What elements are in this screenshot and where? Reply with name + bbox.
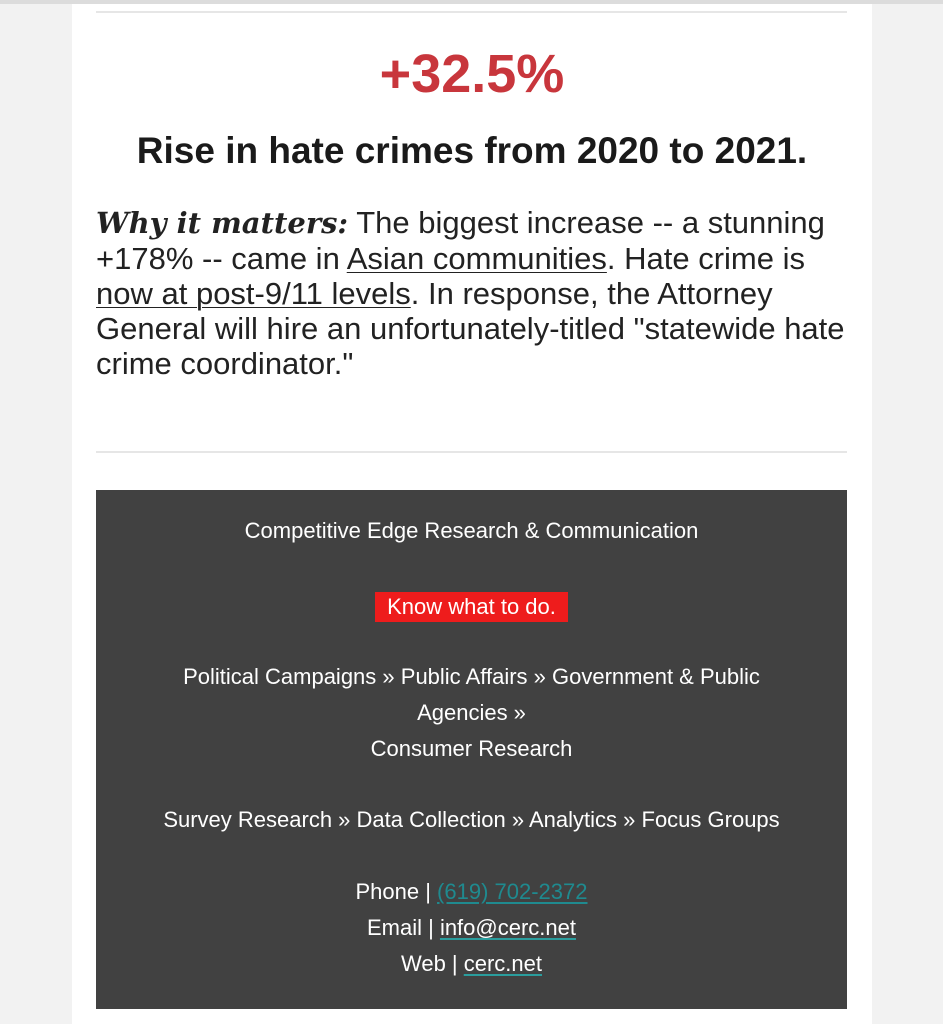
tagline-badge: Know what to do. bbox=[375, 592, 568, 622]
web-label: Web | bbox=[400, 951, 464, 976]
lead-label: Why it matters: bbox=[96, 206, 349, 240]
service-public-affairs: Public Affairs » bbox=[400, 664, 546, 689]
email-label: Email | bbox=[366, 915, 440, 940]
article-text: The biggest increase -- a stunning +178% -- came in bbox=[96, 205, 825, 276]
section-divider bbox=[96, 451, 847, 453]
company-name: Competitive Edge Research & Communication bbox=[244, 518, 699, 543]
phone-link[interactable]: (619) 702-2372 bbox=[437, 879, 588, 904]
service-consumer-research: Consumer Research bbox=[370, 736, 573, 761]
top-divider bbox=[96, 11, 847, 13]
tagline-row bbox=[96, 589, 847, 625]
method-focus-groups: Focus Groups bbox=[641, 807, 780, 832]
asian-communities-link[interactable]: Asian communities bbox=[346, 241, 607, 276]
service-political-campaigns: Political Campaigns » bbox=[183, 664, 395, 689]
phone-row bbox=[96, 874, 847, 910]
method-analytics: Analytics » bbox=[528, 807, 636, 832]
contact-block bbox=[96, 874, 847, 982]
email-row bbox=[96, 910, 847, 946]
phone-label: Phone | bbox=[355, 879, 438, 904]
web-row bbox=[96, 946, 847, 982]
method-data-collection: Data Collection » bbox=[356, 807, 525, 832]
headline-subtitle: Rise in hate crimes from 2020 to 2021. bbox=[136, 130, 808, 171]
article-paragraph bbox=[96, 205, 848, 381]
web-link[interactable]: cerc.net bbox=[463, 951, 543, 976]
newsletter-page bbox=[72, 4, 872, 1024]
services-list bbox=[136, 659, 807, 767]
email-link[interactable]: info@cerc.net bbox=[439, 915, 576, 940]
footer bbox=[96, 490, 847, 1009]
methods-list bbox=[96, 802, 847, 838]
post-911-levels-link[interactable]: now at post-9/11 levels bbox=[96, 276, 411, 311]
method-survey-research: Survey Research » bbox=[163, 807, 351, 832]
headline-stat: +32.5% bbox=[379, 44, 565, 104]
article-text: . In response, the Attorney General will hire an unfortunately-titled "statewide hate crime coordinator." bbox=[96, 276, 845, 381]
service-government-agencies: Government & Public Agencies » bbox=[417, 664, 760, 725]
article-text: . Hate crime is bbox=[606, 241, 805, 276]
